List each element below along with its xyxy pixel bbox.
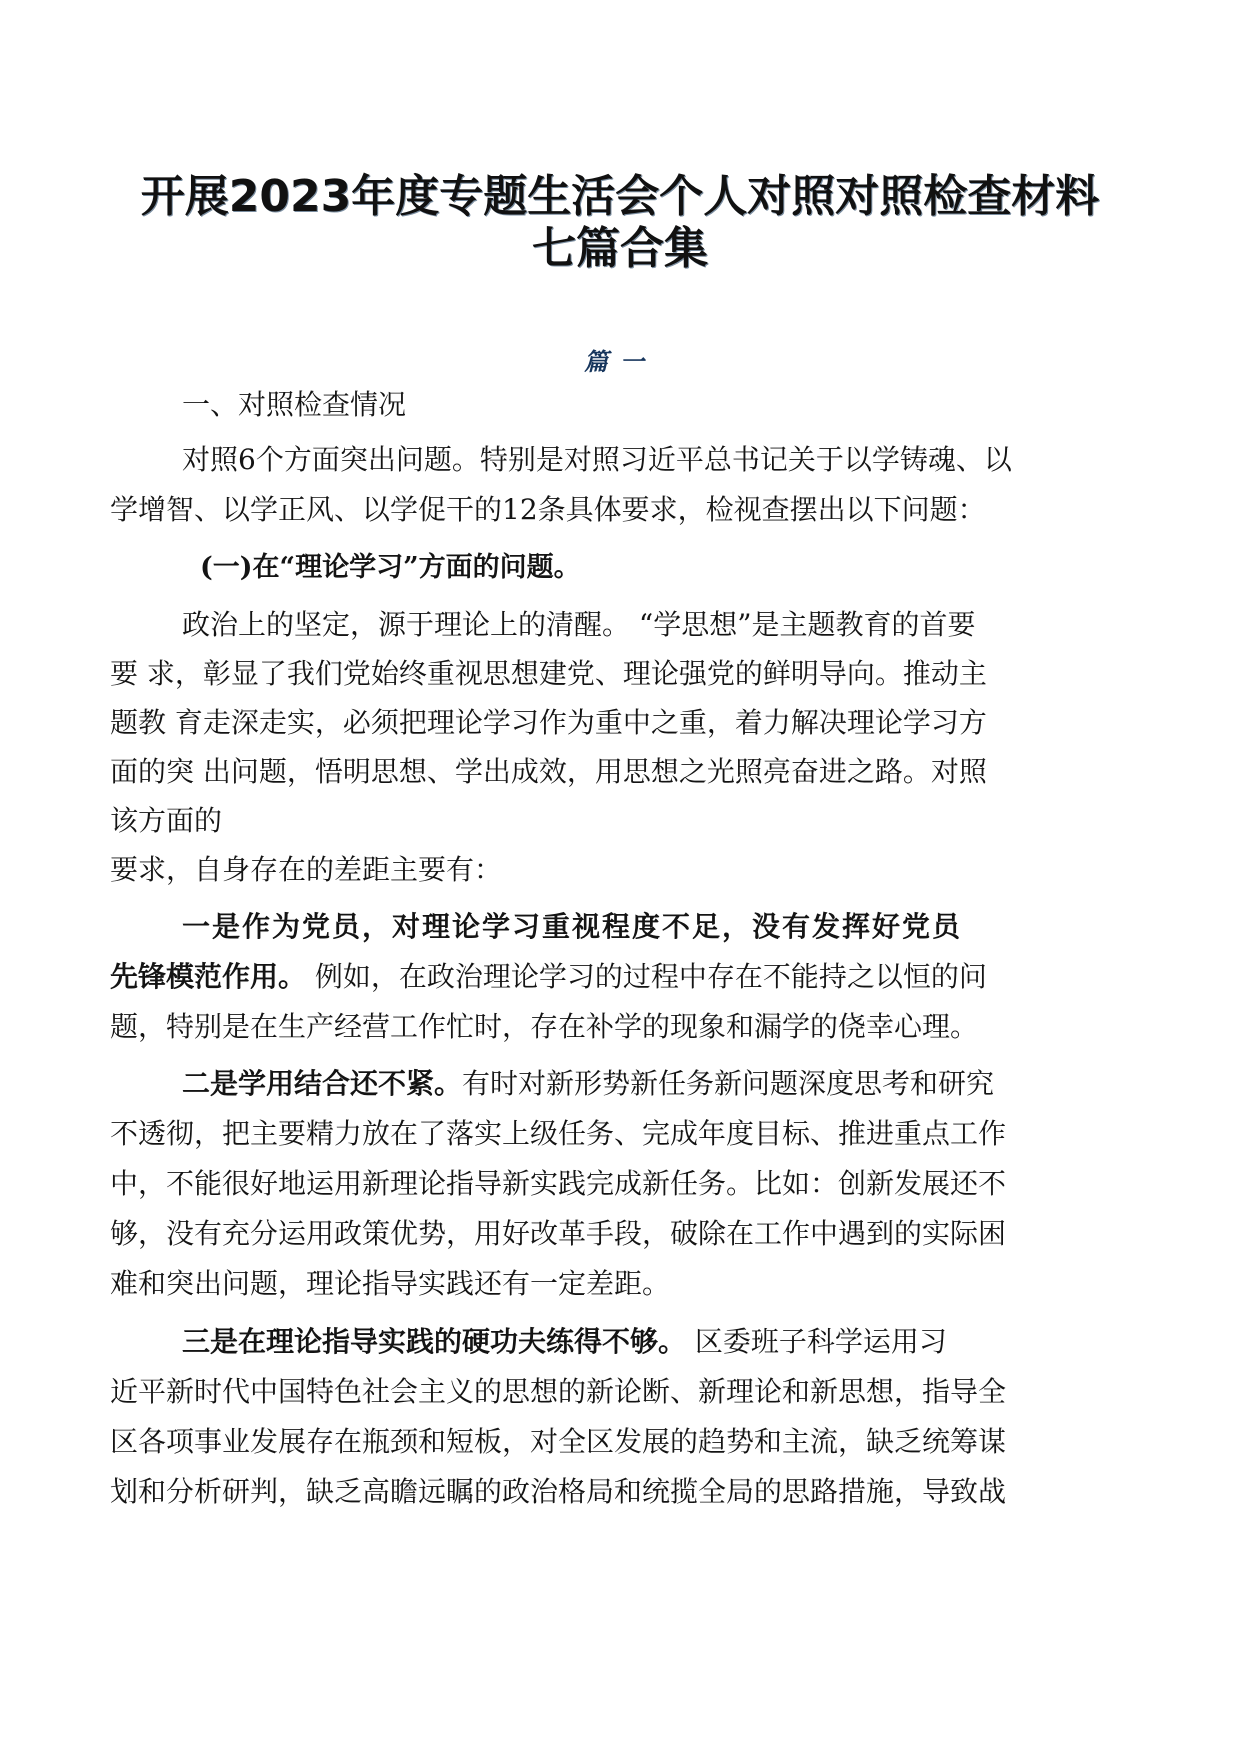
item2-line-4: 够，没有充分运用政策优势，用好改革手段，破除在工作中遇到的实际困	[110, 1217, 1007, 1250]
item1-text-line-2: 例如，在政治理论学习的过程中存在不能持之以恒的问	[306, 960, 987, 993]
document-title-line-1: 开展2023年度专题生活会个人对照对照检查材料	[140, 171, 1100, 222]
item3-line-4: 划和分析研判，缺乏高瞻远瞩的政治格局和统揽全局的思路措施，导致战	[110, 1475, 1007, 1508]
para1-line-5: 该方面的	[110, 804, 223, 837]
item2-line-5: 难和突出问题，理论指导实践还有一定差距。	[110, 1267, 671, 1300]
item1-heading-line-2: 先锋模范作用。	[110, 960, 307, 993]
intro-line-2: 学增智、以学正风、以学促干的12条具体要求，检视查摆出以下问题：	[110, 493, 986, 526]
item3-line-3: 区各项事业发展存在瓶颈和短板，对全区发展的趋势和主流，缺乏统筹谋	[110, 1425, 1007, 1458]
item2-line-1	[182, 1062, 994, 1102]
subheading-theory-study: (一)在“理论学习”方面的问题。	[200, 552, 581, 583]
item3-line-1	[182, 1320, 947, 1360]
para1-line-4: 面的突 出问题，悟明思想、学出成效，用思想之光照亮奋进之路。对照	[110, 755, 987, 788]
para1-line-2: 要 求，彰显了我们党始终重视思想建党、理论强党的鲜明导向。推动主	[110, 657, 987, 690]
item1-line-2	[110, 955, 987, 995]
item1-line-3: 题，特别是在生产经营工作忙时，存在补学的现象和漏学的侥幸心理。	[110, 1010, 979, 1043]
item2-line-2: 不透彻，把主要精力放在了落实上级任务、完成年度目标、推进重点工作	[110, 1117, 1007, 1150]
intro-line-1: 对照6个方面突出问题。特别是对照习近平总书记关于以学铸魂、以	[182, 443, 1012, 476]
document-title-line-2: 七篇合集	[532, 223, 708, 274]
item3-line-2: 近平新时代中国特色社会主义的思想的新论断、新理论和新思想，指导全	[110, 1375, 1007, 1408]
section-heading: 一、对照检查情况	[182, 388, 407, 421]
para1-line-3: 题教 育走深走实，必须把理论学习作为重中之重，着力解决理论学习方	[110, 706, 987, 739]
item3-heading: 三是在理论指导实践的硬功夫练得不够。	[182, 1325, 687, 1358]
para1-line-1: 政治上的坚定，源于理论上的清醒。 “学思想”是主题教育的首要	[182, 608, 976, 641]
item2-text-line-1: 有时对新形势新任务新问题深度思考和研究	[462, 1067, 995, 1100]
item3-text-line-1: 区委班子科学运用习	[686, 1325, 947, 1358]
item1-heading-line-1: 一是作为党员，对理论学习重视程度不足，没有发挥好党员	[182, 910, 963, 943]
para1-line-6: 要求，自身存在的差距主要有：	[110, 853, 503, 886]
item2-heading: 二是学用结合还不紧。	[182, 1067, 463, 1100]
item2-line-3: 中，不能很好地运用新理论指导新实践完成新任务。比如：创新发展还不	[110, 1167, 1007, 1200]
part-label: 篇一	[584, 347, 656, 376]
